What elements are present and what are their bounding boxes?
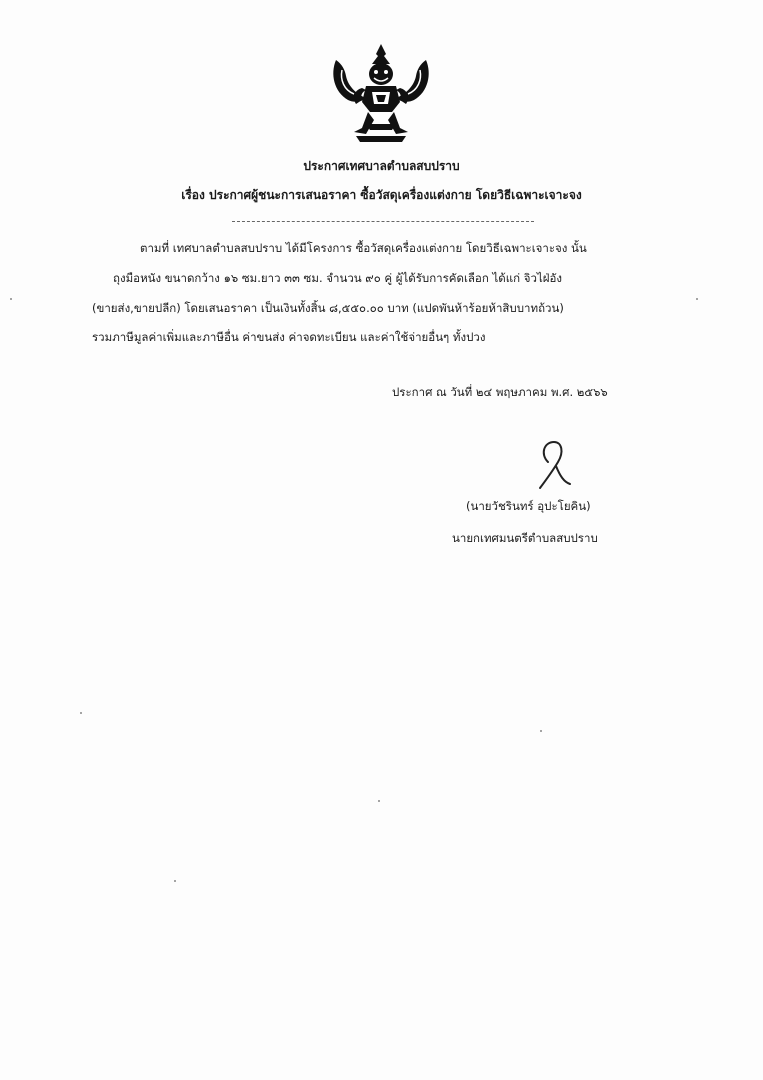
scan-speck xyxy=(80,712,82,714)
document-subject: เรื่อง ประกาศผู้ชนะการเสนอราคา ซื้อวัสดุเครื่องแต่งกาย โดยวิธีเฉพาะเจาะจง xyxy=(181,188,582,202)
signer-position: นายกเทศมนตรีตำบลสบปราบ xyxy=(452,531,598,545)
scan-speck xyxy=(10,298,12,300)
body-line-4: รวมภาษีมูลค่าเพิ่มและภาษีอื่น ค่าขนส่ง ค่าจดทะเบียน และค่าใช้จ่ายอื่นๆ ทั้งปวง xyxy=(92,330,486,344)
body-line-2: ถุงมือหนัง ขนาดกว้าง ๑๖ ซม.ยาว ๓๓ ซม. จำนวน ๙๐ คู่ ผู้ได้รับการคัดเลือก ได้แก่ จิวไฝ่อัง xyxy=(113,271,562,285)
body-line-3: (ขายส่ง,ขายปลีก) โดยเสนอราคา เป็นเงินทั้งสิ้น ๘,๕๕๐.๐๐ บาท (แปดพันห้าร้อยห้าสิบบาทถ้วน) xyxy=(92,301,564,315)
handwritten-signature xyxy=(530,432,580,492)
scan-speck xyxy=(174,880,176,882)
document-title: ประกาศเทศบาลตำบลสบปราบ xyxy=(303,159,460,173)
scan-speck xyxy=(696,298,698,300)
title-divider xyxy=(232,221,534,222)
scan-speck xyxy=(540,730,542,732)
signer-name: (นายวัชรินทร์ อุปะโยคิน) xyxy=(466,499,591,513)
garuda-emblem xyxy=(326,40,436,146)
scan-speck xyxy=(378,800,380,802)
body-line-1: ตามที่ เทศบาลตำบลสบปราบ ได้มีโครงการ ซื้อวัสดุเครื่องแต่งกาย โดยวิธีเฉพาะเจาะจง นั้น xyxy=(140,241,587,255)
announcement-date: ประกาศ ณ วันที่ ๒๔ พฤษภาคม พ.ศ. ๒๕๖๖ xyxy=(392,385,608,399)
